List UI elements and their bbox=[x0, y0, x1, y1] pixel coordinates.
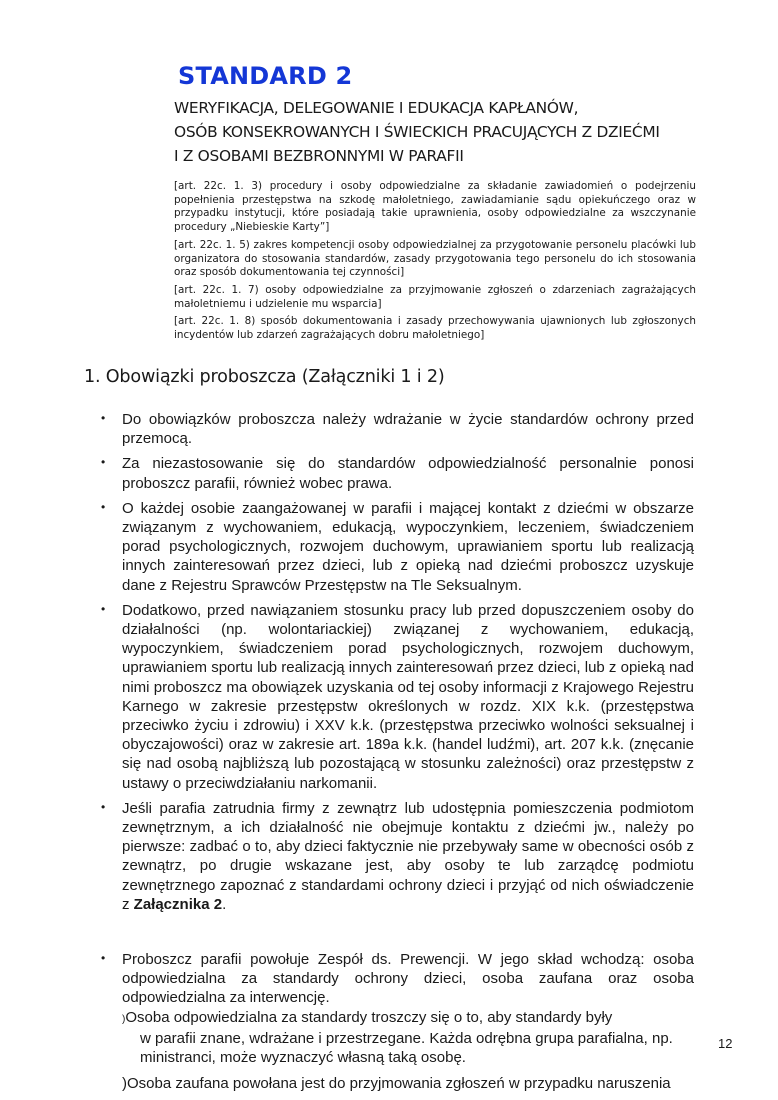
list-item-text: Dodatkowo, przed nawiązaniem stosunku pracy lub przed dopuszczeniem osoby do działalności (np. wolontariackiej) związanej z wychowaniem, edukacją, wypoczynkiem, świadczeniem porad psychologicznych, rozwojem duchowym, uprawianiem sportu lub realizacją innych zainteresowań przez dzieci, lub z opieką nad nimi proboszcz ma obowiązek uzyskania od tej osoby informacji z Krajowego Rejestru Karnego w zakresie przestępstw określonych w rozdz. XIX k.k. (przestępstwa przeciwko życiu i zdrowiu) i XXV k.k. (przestępstwa przeciwko wolności seksualnej i obyczajowości) oraz w zakresie art. 189a k.k. (handel ludźmi), art. 207 k.k. (znęcanie się nad osobą najbliższą lub pozostającą w stosunku zależności) oraz przestępstw z ustawy o przeciwdziałaniu narkomanii. bbox=[122, 601, 694, 792]
subtitle-line: OSÓB KONSEKROWANYCH I ŚWIECKICH PRACUJĄCYCH Z DZIEĆMI bbox=[174, 123, 660, 141]
bullet-icon: • bbox=[101, 799, 106, 814]
list-item bbox=[100, 950, 694, 1093]
sub-item-text: Osoba odpowiedzialna za standardy troszczy się o to, aby standardy były bbox=[125, 1008, 613, 1026]
list-item bbox=[100, 454, 694, 492]
legal-reference: [art. 22c. 1. 7) osoby odpowiedzialne za przyjmowanie zgłoszeń o zdarzeniach zagrażających małoletniemu i udzielenie mu wsparcia] bbox=[174, 283, 696, 310]
sub-item-marker: ) bbox=[122, 1013, 126, 1025]
legal-reference: [art. 22c. 1. 3) procedury i osoby odpowiedzialne za składanie zawiadomień o podejrzeniu popełnienia przestępstwa na szkodę małoletniego, zawiadamianie sądu opiekuńczego oraz w przypadku instytucji, które posiadają takie uprawnienia, osoby odpowiedzialne za wszczynanie procedury „Niebieskie Karty”] bbox=[174, 180, 696, 234]
legal-reference: [art. 22c. 1. 5) zakres kompetencji osoby odpowiedzialnej za przygotowanie personelu placówki lub organizatora do stosowania standardów, zasady przygotowania tego personelu do ich stosowania oraz sposób dokumentowania tej czynności] bbox=[174, 238, 696, 279]
bullet-icon: • bbox=[101, 601, 106, 616]
list-item bbox=[100, 799, 694, 914]
list-item-text: Do obowiązków proboszcza należy wdrażanie w życie standardów ochrony przed przemocą. bbox=[122, 411, 694, 448]
bullet-icon: • bbox=[101, 499, 106, 514]
standard-title: STANDARD 2 bbox=[178, 62, 353, 90]
legal-references bbox=[174, 180, 696, 347]
list-item-text: Za niezastosowanie się do standardów odpowiedzialność personalnie ponosi proboszcz parafii, również wobec prawa. bbox=[122, 455, 694, 492]
standard-subtitle bbox=[174, 96, 694, 168]
duties-list bbox=[100, 410, 694, 1100]
sub-item bbox=[122, 1008, 694, 1068]
sub-item-text-continued: w parafii znane, wdrażane i przestrzegane. Każda odrębna grupa parafialna, np. ministranci, może wyznaczyć własną taką osobę. bbox=[140, 1029, 673, 1067]
sub-item-marker: ) bbox=[122, 1075, 127, 1093]
bullet-icon: • bbox=[101, 951, 106, 966]
page-number: 12 bbox=[718, 1036, 733, 1051]
subtitle-line: WERYFIKACJA, DELEGOWANIE I EDUKACJA KAPŁANÓW, bbox=[174, 99, 579, 117]
sub-item-text: Osoba zaufana powołana jest do przyjmowania zgłoszeń w przypadku naruszenia bbox=[127, 1075, 671, 1093]
list-item-text: Jeśli parafia zatrudnia firmy z zewnątrz lub udostępnia pomieszczenia podmiotom zewnętrznym, a ich działalność nie obejmuje kontaktu z dziećmi jw., należy po pierwsze: zadbać o to, aby dzieci faktycznie nie przebywały same w obecności osób z zewnątrz, po drugie wskazane jest, aby osoby te lub zarządcę podmiotu zewnętrznego zapoznać z standardami ochrony dzieci i przyjąć od nich oświadczenie z bbox=[122, 799, 694, 913]
sub-item bbox=[122, 1074, 694, 1093]
list-item bbox=[100, 410, 694, 448]
list-item-text: Proboszcz parafii powołuje Zespół ds. Prewencji. W jego skład wchodzą: osoba odpowiedzialna za standardy ochrony dzieci, osoba zaufana oraz osoba odpowiedzialna za interwencję. bbox=[122, 951, 694, 1007]
bullet-icon: • bbox=[101, 411, 106, 425]
section-heading: 1. Obowiązki proboszcza (Załączniki 1 i 2) bbox=[84, 367, 445, 387]
subtitle-line: I Z OSOBAMI BEZBRONNYMI W PARAFII bbox=[174, 147, 464, 165]
attachment-reference: Załącznika 2 bbox=[133, 895, 223, 913]
list-item bbox=[100, 601, 694, 793]
list-item-text-end: . bbox=[222, 895, 227, 913]
bullet-icon: • bbox=[101, 455, 106, 470]
list-item bbox=[100, 499, 694, 595]
list-item-text: O każdej osobie zaangażowanej w parafii i mającej kontakt z dziećmi w obszarze związanym z wychowaniem, edukacją, wypoczynkiem, leczeniem, świadczeniem porad psychologicznych, rozwojem duchowym, uprawianiem sportu lub realizacją innych zainteresowań przez dzieci, lub z opieką nad dziećmi proboszcz uzyskuje dane z Rejestru Sprawców Przestępstw na Tle Seksualnym. bbox=[122, 499, 694, 594]
legal-reference: [art. 22c. 1. 8) sposób dokumentowania i zasady przechowywania ujawnionych lub zgłoszonych incydentów lub zdarzeń zagrażających dobru małoletniego] bbox=[174, 315, 696, 342]
